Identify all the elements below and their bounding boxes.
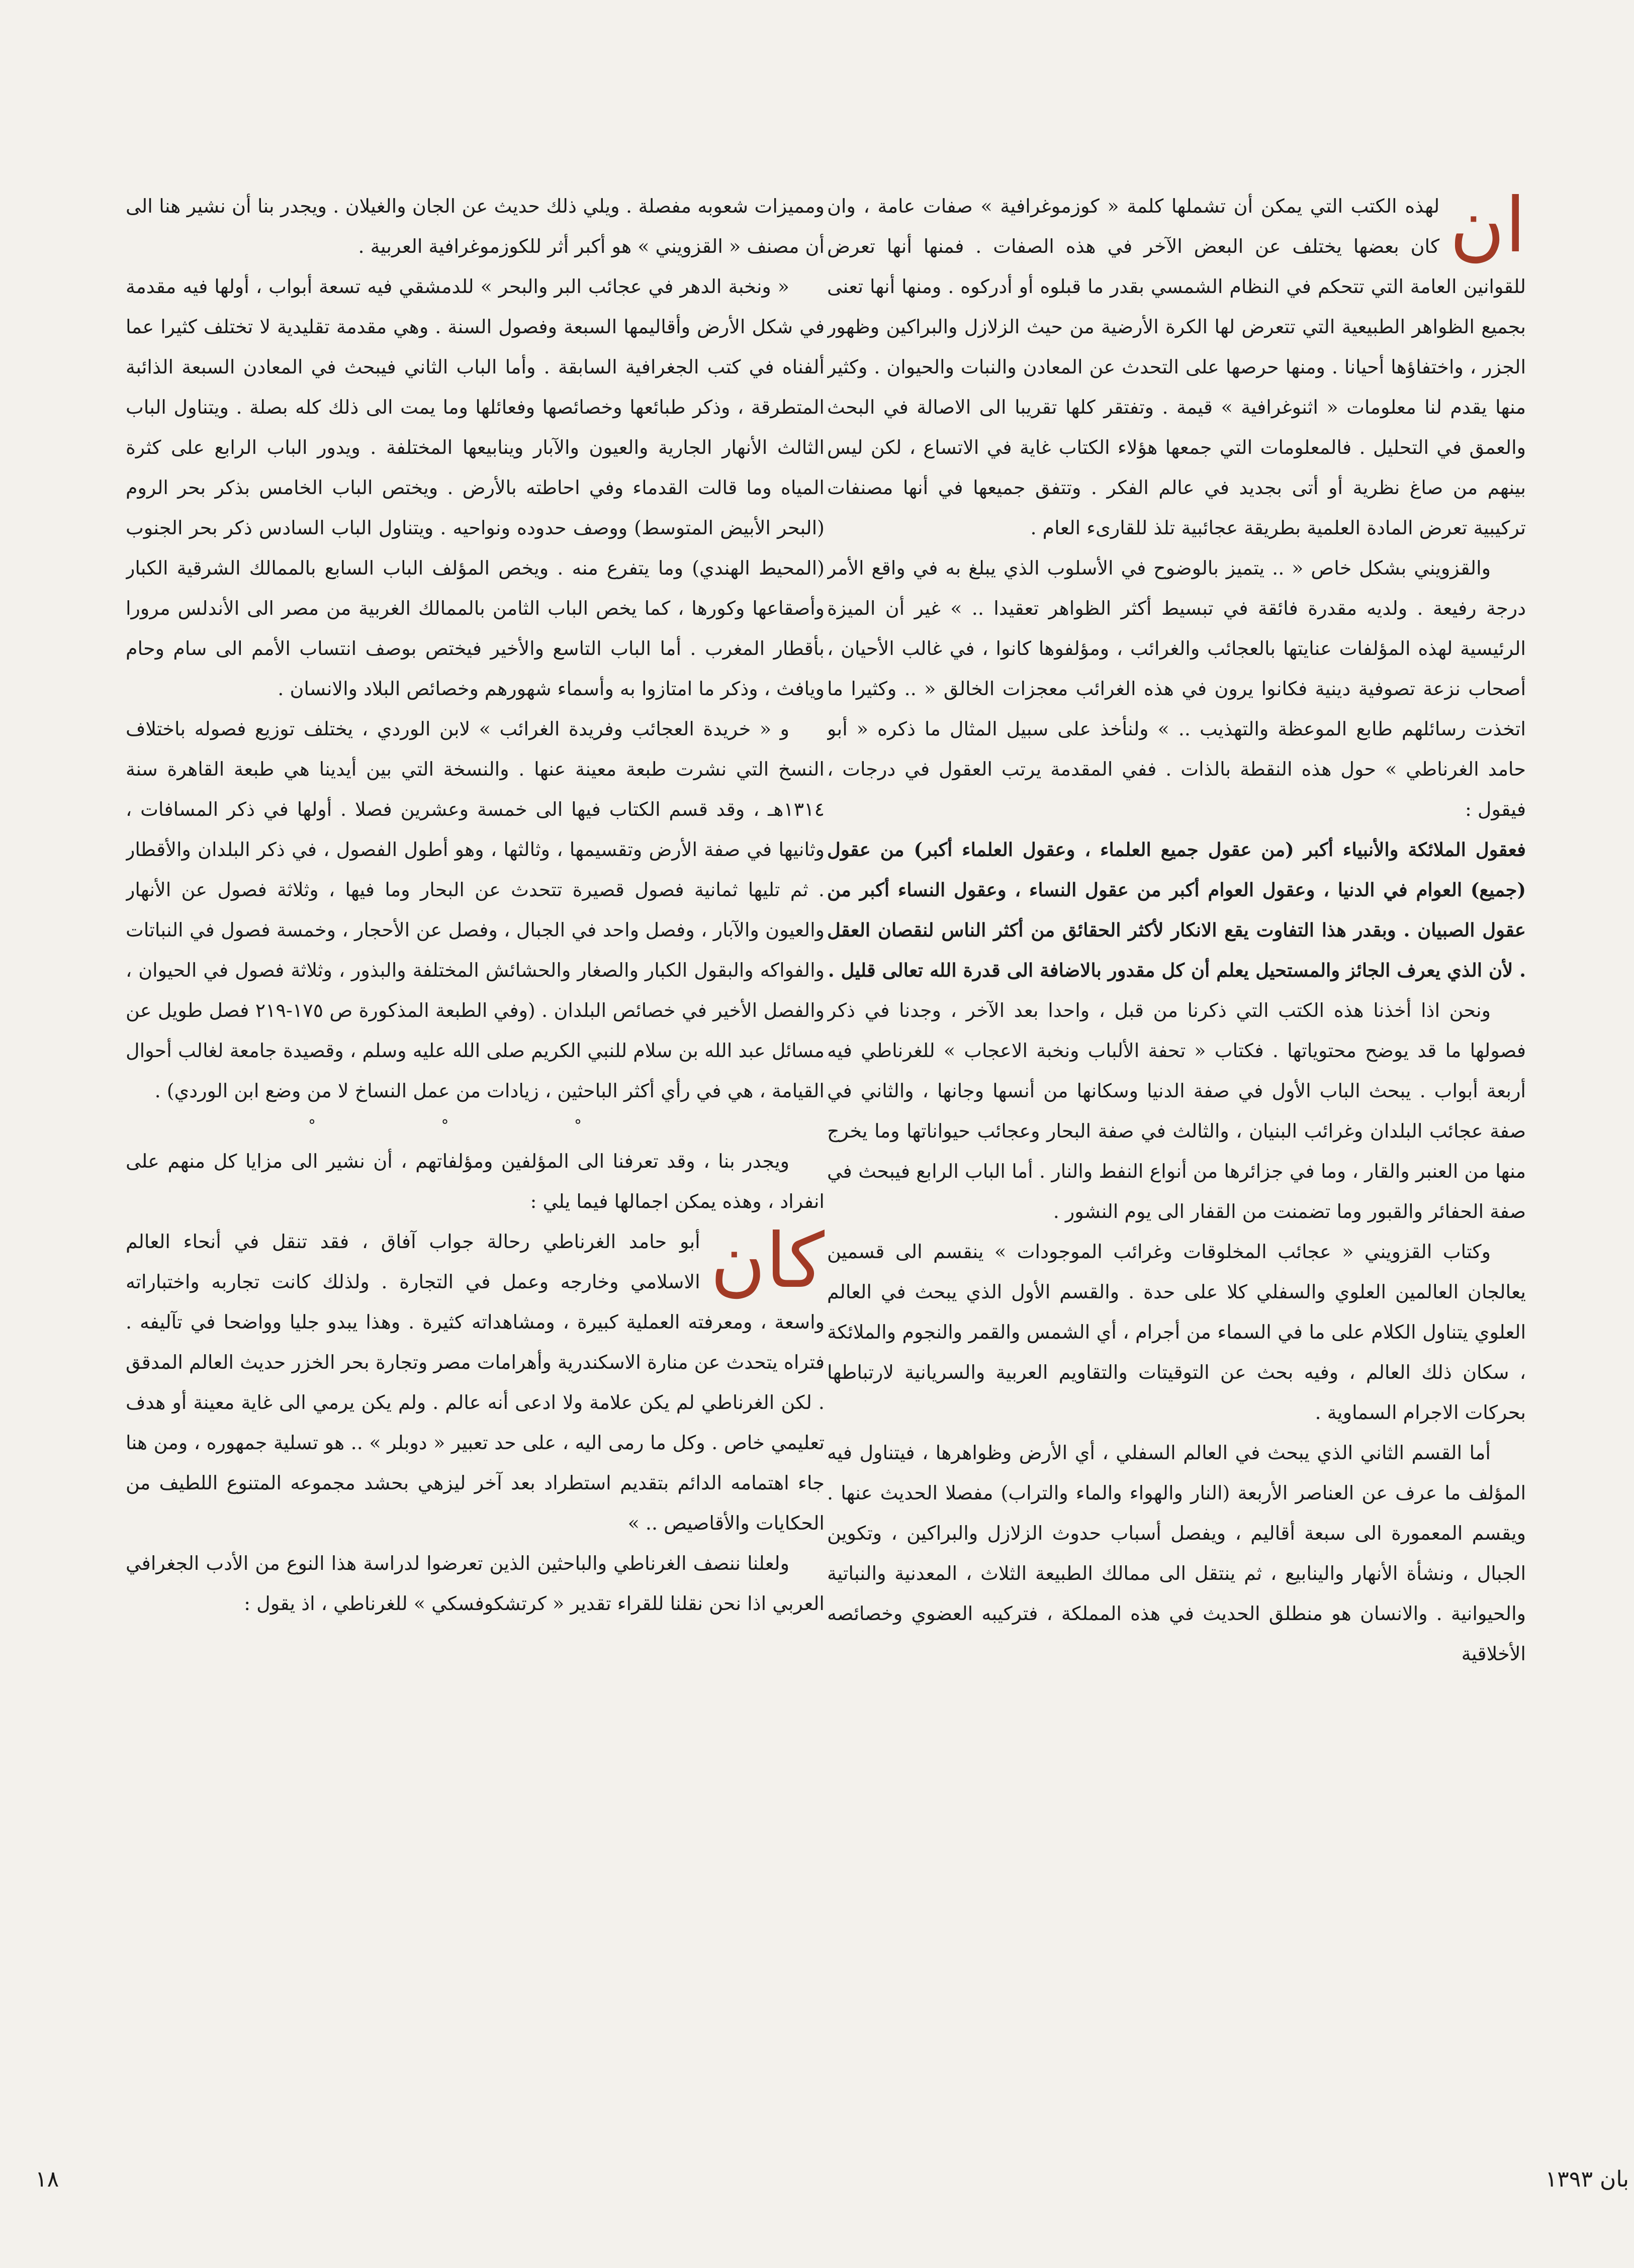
- paragraph: و « خريدة العجائب وفريدة الغرائب » لابن الوردي ، يختلف توزيع فصوله باختلاف النسخ التي نشرت طبعة معينة عنها . والنسخة التي بين أيدينا هي طبعة القاهرة سنة ١٣١٤هـ ، وقد قسم الكتاب فيها الى خمسة وعشرين فصلا . أولها في ذكر المسافات ، وثانيها في صفة الأرض وتقسيمها ، وثالثها ، وهو أطول الفصول ، في ذكر البلدان والأقطار . ثم تليها ثمانية فصول قصيرة تتحدث عن البحار وما فيها ، وثلاثة فصول عن الأنهار والعيون والآبار ، وفصل واحد في الجبال ، وفصل عن الأحجار ، وخمسة فصول في النباتات والفواكه والبقول الكبار والصغار والحشائش المختلفة والبذور ، وثلاثة فصول في الحيوان ، والفصل الأخير في خصائص البلدان . (وفي الطبعة المذكورة ص ١٧٥-٢١٩ فصل طويل عن مسائل عبد الله بن سلام للنبي الكريم صلى الله عليه وسلم ، وقصيدة جامعة لغالب أحوال القيامة ، هي في رأي أكثر الباحثين ، زيادات من عمل النساخ لا من وضع ابن الوردي) .: [126, 718, 825, 1102]
- section-separator: ° ° °: [308, 1117, 643, 1135]
- paragraph: ونحن اذا أخذنا هذه الكتب التي ذكرنا من قبل ، واحدا بعد الآخر ، وجدنا في ذكر فصولها ما قد يوضح محتوياتها . فكتاب « تحفة الألباب ونخبة الاعجاب » للغرناطي فيه أربعة أبواب . يبحث الباب الأول في صفة الدنيا وسكانها من أنسها وجانها ، والثاني في صفة عجائب البلدان وغرائب البنيان ، والثالث في صفة البحار وعجائب حيواناتها وما يخرج منها من العنبر والقار ، وما في جزائرها من أنواع النفط والنار . أما الباب الرابع فيبحث في صفة الحفائر والقبور وما تضمنت من القفار الى يوم النشور .: [827, 999, 1526, 1222]
- paragraph: ولعلنا ننصف الغرناطي والباحثين الذين تعرضوا لدراسة هذا النوع من الأدب الجغرافي العربي اذا نحن نقلنا للقراء تقدير « كرتشكوفسكي » للغرناطي ، اذ يقول :: [126, 1552, 825, 1615]
- paragraph: ويجدر بنا ، وقد تعرفنا الى المؤلفين ومؤلفاتهم ، أن نشير الى مزايا كل منهم على انفراد ، وهذه يمكن اجمالها فيما يلي :: [126, 1150, 825, 1212]
- paragraph: ومميزات شعوبه مفصلة . ويلي ذلك حديث عن الجان والغيلان . ويجدر بنا أن نشير هنا الى أن مصنف « القزويني » هو أكبر أثر للكوزموغرافية العربية .: [126, 195, 825, 257]
- paragraph: « ونخبة الدهر في عجائب البر والبحر » للدمشقي فيه تسعة أبواب ، أولها فيه مقدمة في شكل الأرض وأقاليمها السبعة وفصول السنة . وهي مقدمة تقليدية لا تختلف كثيرا عما ألفناه في كتب الجغرافية السابقة . وأما الباب الثاني فيبحث في المعادن السبعة الذائبة المتطرقة ، وذكر طبائعها وخصائصها وفعائلها وما يمت الى ذلك كله بصلة . ويتناول الباب الثالث الأنهار الجارية والعيون والآبار وينابيعها المختلفة . ويدور الباب الرابع على كثرة المياه وما قالت القدماء وفي احاطته بالأرض . ويختص الباب الخامس بذكر بحر الروم (البحر الأبيض المتوسط) ووصف حدوده ونواحيه . ويتناول الباب السادس ذكر بحر الجنوب (المحيط الهندي) وما يتفرع منه . ويخص المؤلف الباب السابع بالممالك الشرقية الكبار وأصقاعها وكورها ، كما يخص الباب الثامن بالممالك الغربية من مصر الى الأندلس مرورا بأقطار المغرب . أما الباب التاسع والأخير فيختص بوصف انتساب الأمم الى سام وحام ويافث ، وذكر ما امتازوا به وأسماء شهورهم وخصائص البلاد والانسان .: [126, 275, 825, 700]
- paragraph: ان لهذه الكتب التي يمكن أن تشملها كلمة « كوزموغرافية » صفات عامة ، وان كان بعضها يختلف عن البعض الآخر في هذه الصفات . فمنها أنها تعرض للقوانين العامة التي تتحكم في النظام الشمسي بقدر ما قبلوه أو أدركوه . ومنها أنها تعنى بجميع الظواهر الطبيعية التي تتعرض لها الكرة الأرضية من حيث الزلازل والبراكين وظهور الجزر ، واختفاؤها أحيانا . ومنها حرصها على التحدث عن المعادن والنبات والحيوان . وكثير منها يقدم لنا معلومات « اثنوغرافية » قيمة . وتفتقر كلها تقريبا الى الاصالة في البحث والعمق في التحليل . فالمعلومات التي جمعها هؤلاء الكتاب غاية في الاتساع ، لكن ليس بينهم من صاغ نظرية أو أتى بجديد في عالم الفكر . وتتفق جميعها في أنها مصنفات تركيبية تعرض المادة العلمية بطريقة عجائبية تلذ للقارىء العام .: [827, 186, 1526, 539]
- page-number: ١٨: [35, 2166, 59, 2192]
- quote-paragraph: فعقول الملائكة والأنبياء أكبر (من عقول جميع العلماء ، وعقول العلماء أكبر) من عقول (جميع) العوام في الدنيا ، وعقول العوام أكبر من عقول النساء ، وعقول النساء أكبر من عقول الصبيان . وبقدر هذا التفاوت يقع الانكار لأكثر الحقائق من أكثر الناس لنقصان العقل . لأن الذي يعرف الجائز والمستحيل يعلم أن كل مقدور بالاضافة الى قدرة الله تعالى قليل .: [827, 838, 1526, 981]
- issue-label: بان ١٣٩٣: [1545, 2166, 1629, 2192]
- right-column: [827, 186, 1526, 2156]
- dropcap: ان: [1449, 186, 1526, 269]
- dropcap: كان: [710, 1217, 825, 1305]
- paragraph: كان أبو حامد الغرناطي رحالة جواب آفاق ، فقد تنقل في أنحاء العالم الاسلامي وخارجه وعمل في التجارة . ولذلك كانت تجاربه واختباراته واسعة ، ومعرفته العملية كبيرة ، ومشاهداته كثيرة . وهذا يبدو جليا وواضحا في تآليفه . فتراه يتحدث عن منارة الاسكندرية وأهرامات مصر وتجارة بحر الخزر حديث العالم المدقق . لكن الغرناطي لم يكن علامة ولا ادعى أنه عالم . ولم يكن يرمي الى غاية معينة أو هدف تعليمي خاص . وكل ما رمى اليه ، على حد تعبير « دوبلر » .. هو تسلية جمهوره ، ومن هنا جاء اهتمامه الدائم بتقديم استطراد بعد آخر ليزهي بحشد مجموعه المتنوع اللطيف من الحكايات والأقاصيص .. »: [126, 1217, 825, 1534]
- left-column: [126, 186, 825, 2156]
- paragraph: والقزويني بشكل خاص « .. يتميز بالوضوح في الأسلوب الذي يبلغ به في واقع الأمر درجة رفيعة . ولديه مقدرة فائقة في تبسيط أكثر الظواهر تعقيدا .. » غير أن الميزة الرئيسية لهذه المؤلفات عنايتها بالعجائب والغرائب ، ومؤلفوها كانوا ، في غالب الأحيان ، أصحاب نزعة تصوفية دينية فكانوا يرون في هذه الغرائب معجزات الخالق « .. وكثيرا ما اتخذت رسائلهم طابع الموعظة والتهذيب .. » ولنأخذ على سبيل المثال ما ذكره « أبو حامد الغرناطي » حول هذه النقطة بالذات . ففي المقدمة يرتب العقول في درجات ، فيقول :: [827, 557, 1526, 820]
- paragraph: أما القسم الثاني الذي يبحث في العالم السفلي ، أي الأرض وظواهرها ، فيتناول فيه المؤلف ما عرف عن العناصر الأربعة (النار والهواء والماء والتراب) مفصلا الحديث عنها . ويقسم المعمورة الى سبعة أقاليم ، ويفصل أسباب حدوث الزلازل والبراكين ، وتكوين الجبال ، ونشأة الأنهار والينابيع ، ثم ينتقل الى ممالك الطبيعة الثلاث ، المعدنية والنباتية والحيوانية . والانسان هو منطلق الحديث في هذه المملكة ، فتركيبه العضوي وخصائصه الأخلاقية: [827, 1442, 1526, 1665]
- paragraph: وكتاب القزويني « عجائب المخلوقات وغرائب الموجودات » ينقسم الى قسمين يعالجان العالمين العلوي والسفلي كلا على حدة . والقسم الأول الذي يبحث في العالم العلوي يتناول الكلام على ما في السماء من أجرام ، أي الشمس والقمر والنجوم والملائكة ، سكان ذلك العالم ، وفيه بحث عن التوقيتات والتقاويم العربية والسريانية لارتباطها بحركات الاجرام السماوية .: [827, 1241, 1526, 1424]
